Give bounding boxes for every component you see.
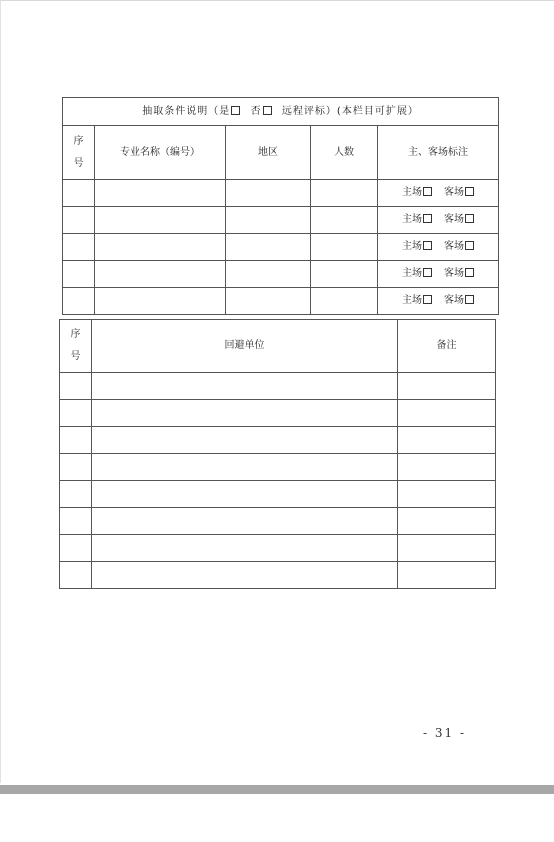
region-cell[interactable] (226, 288, 311, 315)
away-label: 客场 (444, 268, 465, 279)
region-cell[interactable] (226, 234, 311, 261)
page-separator (0, 785, 554, 794)
table-row (63, 180, 499, 207)
home-label: 主场 (402, 268, 423, 279)
seq-cell[interactable] (60, 562, 92, 589)
away-label: 客场 (444, 214, 465, 225)
count-cell[interactable] (311, 261, 378, 288)
home-label: 主场 (402, 295, 423, 306)
away-checkbox-icon[interactable] (465, 187, 474, 196)
home-checkbox-icon[interactable] (423, 241, 432, 250)
count-cell[interactable] (311, 288, 378, 315)
venue-cell (378, 207, 499, 234)
next-page-area (0, 794, 554, 842)
seq-cell[interactable] (60, 535, 92, 562)
venue-cell (378, 234, 499, 261)
table-row (60, 562, 496, 589)
major-cell[interactable] (95, 234, 226, 261)
header-venue: 主、客场标注 (378, 126, 499, 180)
note-cell[interactable] (398, 427, 496, 454)
note-cell[interactable] (398, 562, 496, 589)
extraction-conditions-table (62, 97, 499, 315)
seq-cell[interactable] (63, 207, 95, 234)
header-seq (63, 126, 95, 180)
table-row (60, 508, 496, 535)
table-row (60, 373, 496, 400)
major-cell[interactable] (95, 288, 226, 315)
table-row (60, 535, 496, 562)
table-row (63, 207, 499, 234)
title-prefix: 抽取条件说明（是 (142, 105, 231, 117)
count-cell[interactable] (311, 207, 378, 234)
unit-cell[interactable] (92, 481, 398, 508)
count-cell[interactable] (311, 234, 378, 261)
home-label: 主场 (402, 187, 423, 198)
header-seq-line1: 序 (73, 135, 84, 147)
seq-cell[interactable] (63, 288, 95, 315)
header-seq-line2: 号 (70, 351, 81, 362)
home-label: 主场 (402, 214, 423, 225)
note-cell[interactable] (398, 481, 496, 508)
venue-cell (378, 261, 499, 288)
away-checkbox-icon[interactable] (465, 295, 474, 304)
seq-cell[interactable] (63, 261, 95, 288)
seq-cell[interactable] (60, 481, 92, 508)
away-label: 客场 (444, 241, 465, 252)
region-cell[interactable] (226, 207, 311, 234)
major-cell[interactable] (95, 180, 226, 207)
seq-cell[interactable] (63, 180, 95, 207)
checkbox-icon[interactable] (263, 106, 272, 115)
seq-cell[interactable] (63, 234, 95, 261)
region-cell[interactable] (226, 180, 311, 207)
away-checkbox-icon[interactable] (465, 214, 474, 223)
header-seq-line2: 号 (73, 157, 84, 169)
home-checkbox-icon[interactable] (423, 295, 432, 304)
venue-cell (378, 288, 499, 315)
unit-cell[interactable] (92, 373, 398, 400)
header-unit: 回避单位 (92, 320, 398, 373)
table-row (63, 261, 499, 288)
away-checkbox-icon[interactable] (465, 241, 474, 250)
note-cell[interactable] (398, 400, 496, 427)
table-row (63, 234, 499, 261)
header-region: 地区 (226, 126, 311, 180)
table-row (60, 427, 496, 454)
seq-cell[interactable] (60, 427, 92, 454)
seq-cell[interactable] (60, 454, 92, 481)
avoidance-units-table (59, 319, 496, 589)
seq-cell[interactable] (60, 373, 92, 400)
home-checkbox-icon[interactable] (423, 187, 432, 196)
unit-cell[interactable] (92, 427, 398, 454)
home-checkbox-icon[interactable] (423, 268, 432, 277)
table-title (63, 98, 499, 126)
note-cell[interactable] (398, 535, 496, 562)
venue-cell (378, 180, 499, 207)
header-seq-line1: 序 (70, 329, 81, 340)
table-row (60, 454, 496, 481)
count-cell[interactable] (311, 180, 378, 207)
home-label: 主场 (402, 241, 423, 252)
region-cell[interactable] (226, 261, 311, 288)
header-note: 备注 (398, 320, 496, 373)
note-cell[interactable] (398, 373, 496, 400)
table-row (60, 481, 496, 508)
table-row (63, 288, 499, 315)
seq-cell[interactable] (60, 508, 92, 535)
major-cell[interactable] (95, 207, 226, 234)
major-cell[interactable] (95, 261, 226, 288)
checkbox-icon[interactable] (231, 106, 240, 115)
unit-cell[interactable] (92, 400, 398, 427)
seq-cell[interactable] (60, 400, 92, 427)
away-label: 客场 (444, 295, 465, 306)
note-cell[interactable] (398, 454, 496, 481)
page-number: - 31 - (423, 726, 467, 740)
note-cell[interactable] (398, 508, 496, 535)
unit-cell[interactable] (92, 508, 398, 535)
unit-cell[interactable] (92, 535, 398, 562)
header-count: 人数 (311, 126, 378, 180)
title-suffix: 远程评标）(本栏目可扩展） (281, 105, 419, 117)
home-checkbox-icon[interactable] (423, 214, 432, 223)
away-checkbox-icon[interactable] (465, 268, 474, 277)
table-row (60, 400, 496, 427)
away-label: 客场 (444, 187, 465, 198)
header-seq (60, 320, 92, 373)
unit-cell[interactable] (92, 562, 398, 589)
title-no: 否 (250, 105, 262, 117)
unit-cell[interactable] (92, 454, 398, 481)
header-major: 专业名称（编号） (95, 126, 226, 180)
